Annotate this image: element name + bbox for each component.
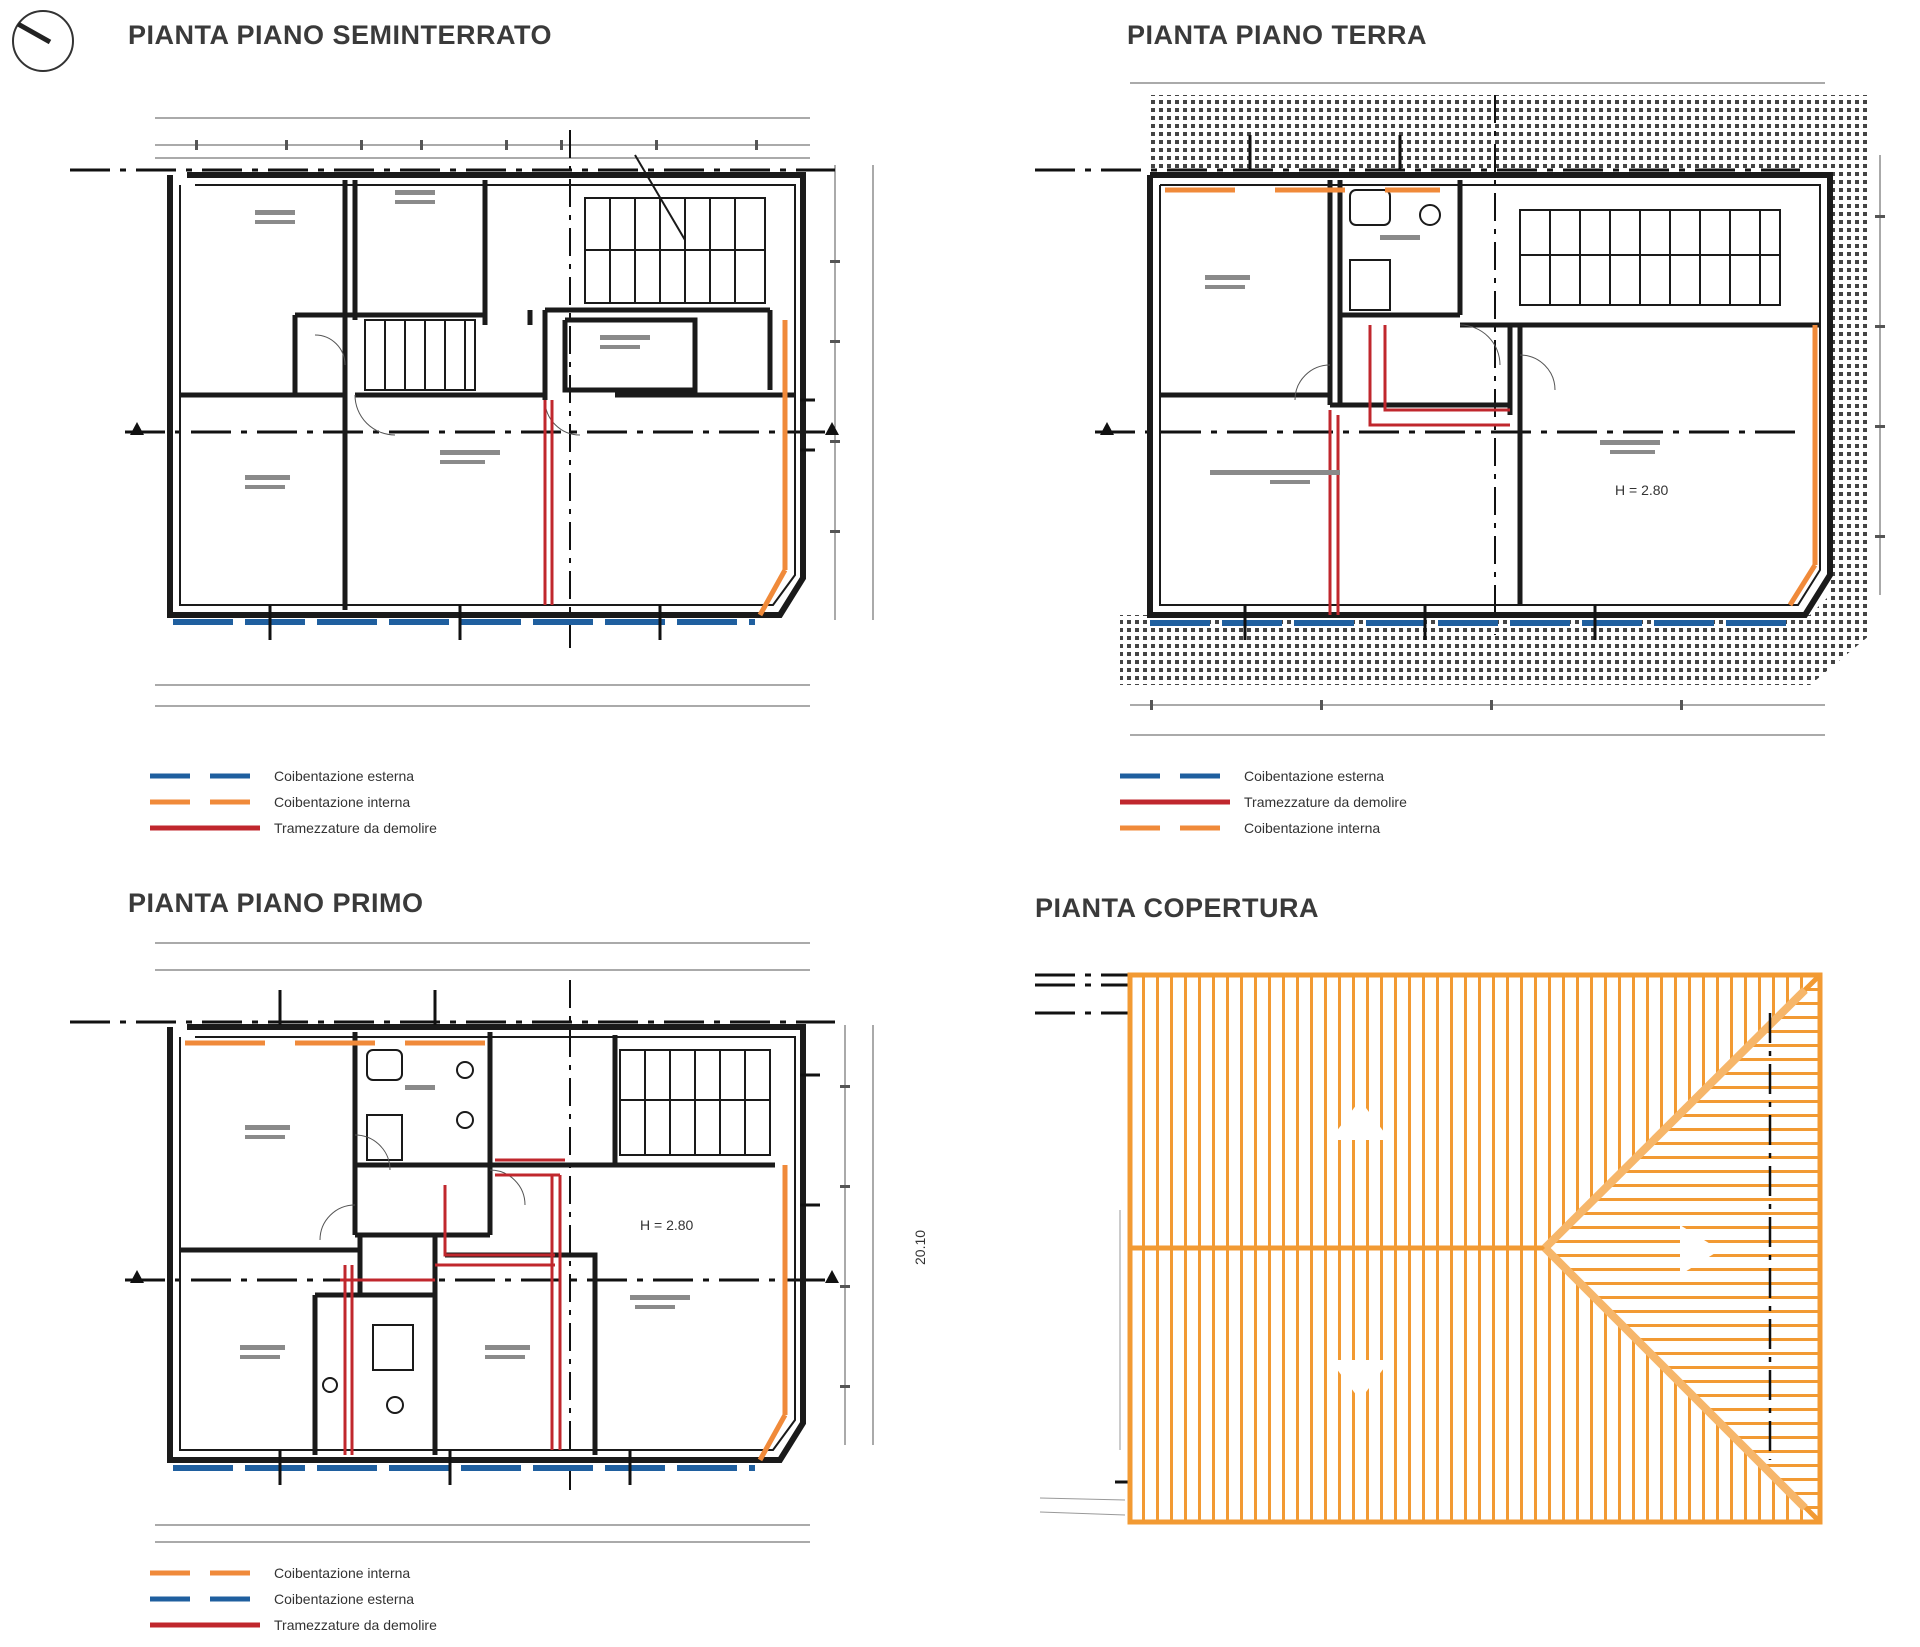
legend-item [150,763,437,789]
plan-primo [55,935,955,1545]
legend-swatch-trasmezzature [1120,795,1230,809]
legend-swatch-coibentazione-interna [150,795,260,809]
legend-terra [1120,763,1407,841]
legend-item [1120,789,1407,815]
legend-label: Coibentazione esterna [274,1591,415,1607]
legend-item [150,815,437,841]
legend-item [150,1586,437,1612]
legend-label: Coibentazione esterna [274,768,415,784]
legend-label: Coibentazione esterna [1244,768,1385,784]
title-primo: PIANTA PIANO PRIMO [128,888,424,918]
dimension-label-primo: 20.10 [912,1229,928,1265]
legend-label: Coibentazione interna [1244,820,1381,836]
legend-label: Tramezzature da demolire [274,820,437,836]
legend-label: Tramezzature da demolire [274,1617,437,1633]
legend-swatch-coibentazione-interna [150,1566,260,1580]
legend-swatch-trasmezzature [150,821,260,835]
title-copertura: PIANTA COPERTURA [1035,893,1319,923]
legend-swatch-coibentazione-esterna [1120,769,1230,783]
legend-label: Tramezzature da demolire [1244,794,1407,810]
legend-swatch-trasmezzature [150,1618,260,1632]
legend-item [150,1612,437,1638]
legend-seminterrato [150,763,437,841]
title-terra: PIANTA PIANO TERRA [1127,20,1428,50]
legend-label: Coibentazione interna [274,794,411,810]
plan-seminterrato [55,110,895,710]
plan-terra [1030,75,1910,765]
plan-copertura [1030,960,1830,1540]
legend-swatch-coibentazione-interna [1120,821,1230,835]
legend-item [1120,763,1407,789]
legend-item [150,789,437,815]
height-label-primo: H = 2.80 [640,1217,694,1233]
legend-swatch-coibentazione-esterna [150,769,260,783]
legend-swatch-coibentazione-esterna [150,1592,260,1606]
height-label-terra: H = 2.80 [1615,482,1669,498]
north-arrow-icon [10,8,76,74]
legend-item [1120,815,1407,841]
legend-primo [150,1560,437,1638]
title-seminterrato: PIANTA PIANO SEMINTERRATO [128,20,553,50]
legend-item [150,1560,437,1586]
legend-label: Coibentazione interna [274,1565,411,1581]
